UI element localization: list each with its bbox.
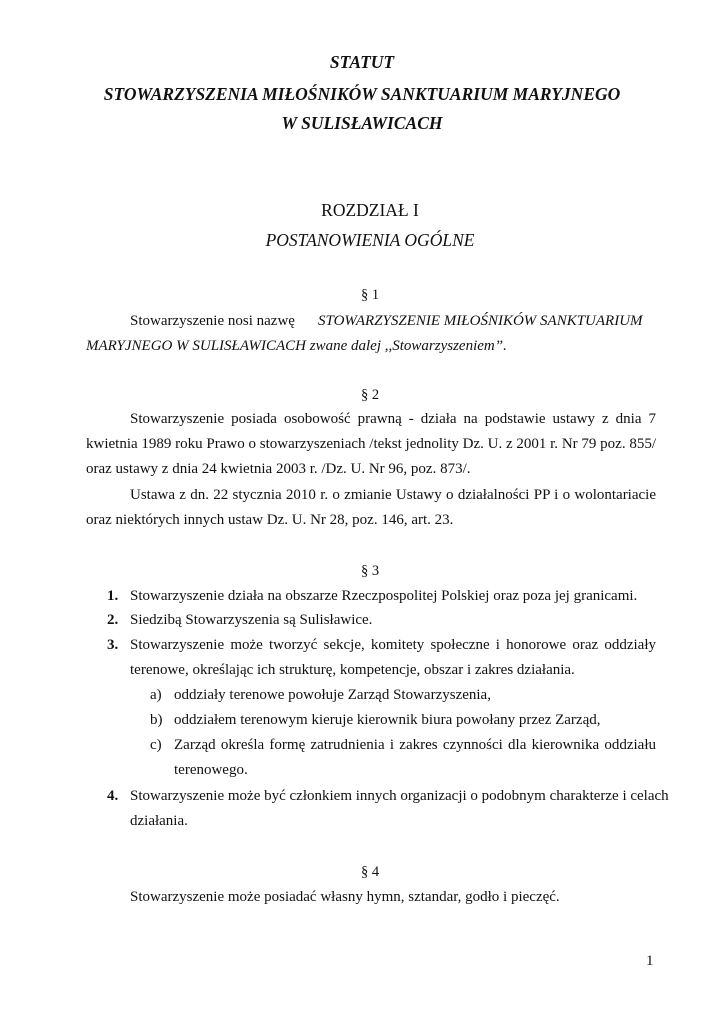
sublist-text-cont: terenowego.	[174, 762, 248, 778]
sec2-p1-line3: oraz ustawy z dnia 24 kwietnia 2003 r. /Dz. U. Nr 96, poz. 873/.	[86, 461, 471, 477]
section-mark-4: § 4	[360, 864, 380, 880]
sec2-p1-line2: kwietnia 1989 roku Prawo o stowarzyszeniach /tekst jednolity Dz. U. z 2001 r. Nr 79 poz. 855/	[86, 436, 656, 452]
list-item-text: Stowarzyszenie może tworzyć sekcje, komitety społeczne i honorowe oraz oddziały	[130, 637, 656, 653]
sec1-line1-plain: Stowarzyszenie nosi nazwę	[130, 313, 295, 329]
list-item-text-cont: terenowe, określając ich strukturę, kompetencje, obszar i zakres działania.	[130, 662, 575, 678]
sublist-letter: b)	[150, 712, 163, 728]
sublist-letter: c)	[150, 737, 162, 753]
sec1-line2: MARYJNEGO W SULISŁAWICACH zwane dalej ,,Stowarzyszeniem”.	[86, 338, 507, 354]
list-item-number: 2.	[107, 612, 119, 628]
list-item-text: Siedzibą Stowarzyszenia są Sulisławice.	[130, 612, 373, 628]
sublist-text: oddziałem terenowym kieruje kierownik biura powołany przez Zarząd,	[174, 712, 601, 728]
sublist-text: oddziały terenowe powołuje Zarząd Stowarzyszenia,	[174, 687, 491, 703]
association-location: W SULISŁAWICACH	[281, 113, 443, 133]
sec2-p1-line1: Stowarzyszenie posiada osobowość prawną - działa na podstawie ustawy z dnia 7	[130, 411, 656, 427]
sec4-line1: Stowarzyszenie może posiadać własny hymn, sztandar, godło i pieczęć.	[130, 889, 560, 905]
chapter-name: POSTANOWIENIA OGÓLNE	[265, 230, 475, 250]
list-item-text: Stowarzyszenie działa na obszarze Rzeczpospolitej Polskiej oraz poza jej granicami.	[130, 588, 638, 604]
list-item-number: 3.	[107, 637, 119, 653]
section-mark-3: § 3	[360, 563, 380, 579]
sec2-p2-line2: oraz niektórych innych ustaw Dz. U. Nr 28, poz. 146, art. 23.	[86, 512, 454, 528]
page-number: 1	[646, 953, 654, 969]
section-mark-2: § 2	[360, 387, 380, 403]
association-name: STOWARZYSZENIA MIŁOŚNIKÓW SANKTUARIUM MARYJNEGO	[103, 84, 621, 104]
statute-title: STATUT	[329, 52, 395, 72]
list-item-text: Stowarzyszenie może być członkiem innych organizacji o podobnym charakterze i celach	[130, 788, 669, 804]
list-item-number: 4.	[107, 788, 119, 804]
sec2-p2-line1: Ustawa z dn. 22 stycznia 2010 r. o zmianie Ustawy o działalności PP i o wolontariacie	[130, 487, 656, 503]
sublist-letter: a)	[150, 687, 162, 703]
section-mark-1: § 1	[360, 287, 380, 303]
sec1-line1-italic: STOWARZYSZENIE MIŁOŚNIKÓW SANKTUARIUM	[318, 313, 643, 329]
chapter-number: ROZDZIAŁ I	[321, 200, 419, 220]
sublist-text: Zarząd określa formę zatrudnienia i zakres czynności dla kierownika oddziału	[174, 737, 656, 753]
list-item-text-cont: działania.	[130, 813, 188, 829]
list-item-number: 1.	[107, 588, 119, 604]
